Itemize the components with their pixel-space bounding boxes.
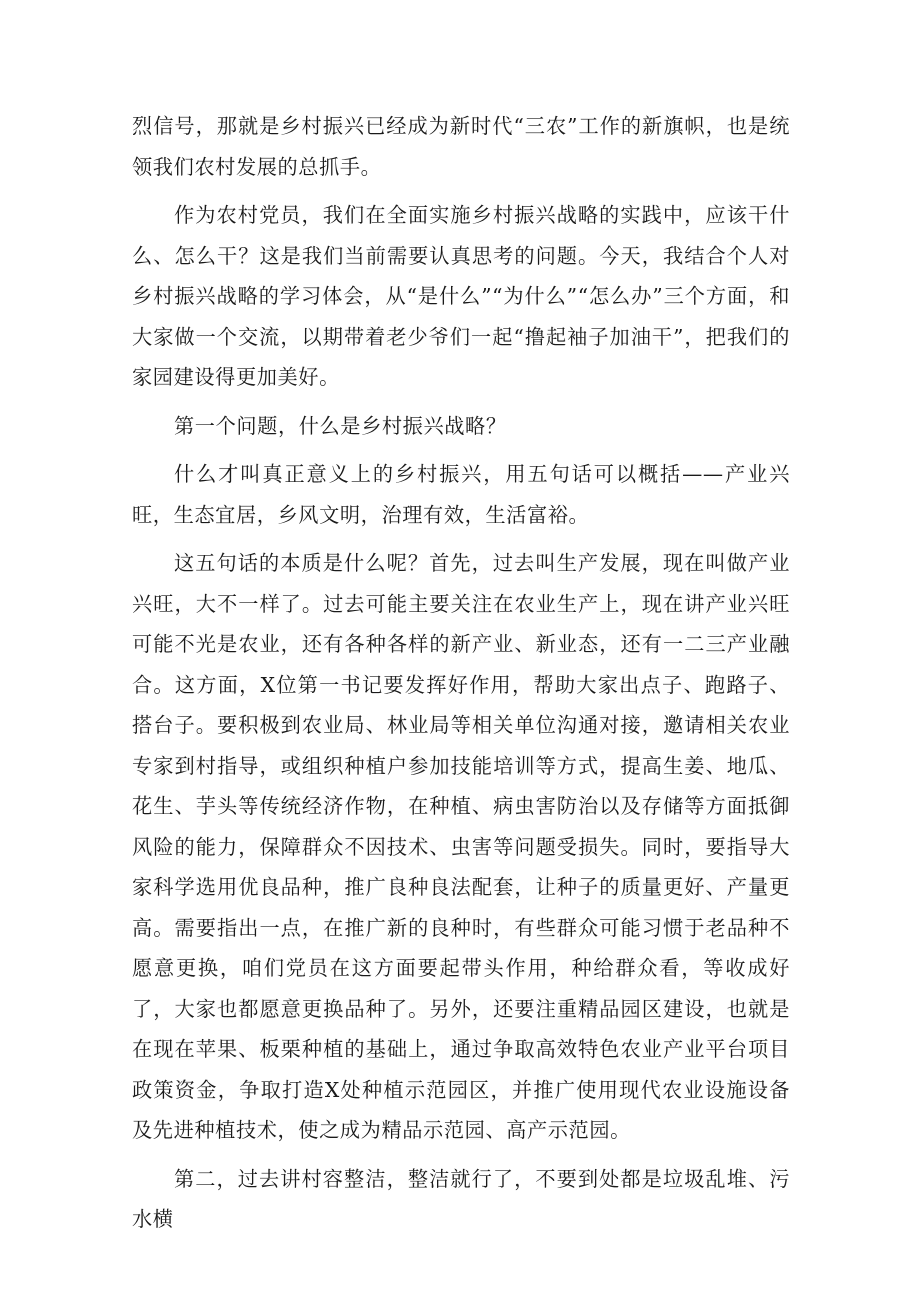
document-body [132,106,790,1248]
paragraph-village-cleanliness: 第二，过去讲村容整洁，整洁就行了，不要到处都是垃圾乱堆、污水横 [132,1166,790,1231]
section-heading-first-question: 第一个问题，什么是乡村振兴战略？ [174,413,507,438]
paragraph-five-sentences: 什么才叫真正意义上的乡村振兴，用五句话可以概括——产业兴旺，生态宜居，乡风文明，治理有效，生活富裕。 [132,462,790,527]
paragraph-party-member-role: 作为农村党员，我们在全面实施乡村振兴战略的实践中，应该干什么、怎么干？这是我们当前需要认真思考的问题。今天，我结合个人对乡村振兴战略的学习体会，从“是什么”“为什么”“怎么办”三个方面，和大家做一个交流，以期带着老少爷们一起“撸起袖子加油干”，把我们的家园建设得更加美好。 [132,203,790,389]
paragraph-continuation: 烈信号，那就是乡村振兴已经成为新时代“三农”工作的新旗帜，也是统领我们农村发展的总抓手。 [132,114,790,179]
paragraph-industry-prosperity: 这五句话的本质是什么呢？首先，过去叫生产发展，现在叫做产业兴旺，大不一样了。过去可能主要关注在农业生产上，现在讲产业兴旺可能不光是农业，还有各种各样的新产业、新业态，还有一二三产业融合。这方面，X位第一书记要发挥好作用，帮助大家出点子、跑路子、搭台子。要积极到农业局、林业局等相关单位沟通对接，邀请相关农业专家到村指导，或组织种植户参加技能培训等方式，提高生姜、地瓜、花生、芋头等传统经济作物，在种植、病虫害防治以及存储等方面抵御风险的能力，保障群众不因技术、虫害等问题受损失。同时，要指导大家科学选用优良品种，推广良种良法配套，让种子的质量更好、产量更高。需要指出一点，在推广新的良种时，有些群众可能习惯于老品种不愿意更换，咱们党员在这方面要起带头作用，种给群众看，等收成好了，大家也都愿意更换品种了。另外，还要注重精品园区建设，也就是在现在苹果、板栗种植的基础上，通过争取高效特色农业产业平台项目政策资金，争取打造X处种植示范园区，并推广使用现代农业设施设备及先进种植技术，使之成为精品示范园、高产示范园。 [132,551,790,1142]
